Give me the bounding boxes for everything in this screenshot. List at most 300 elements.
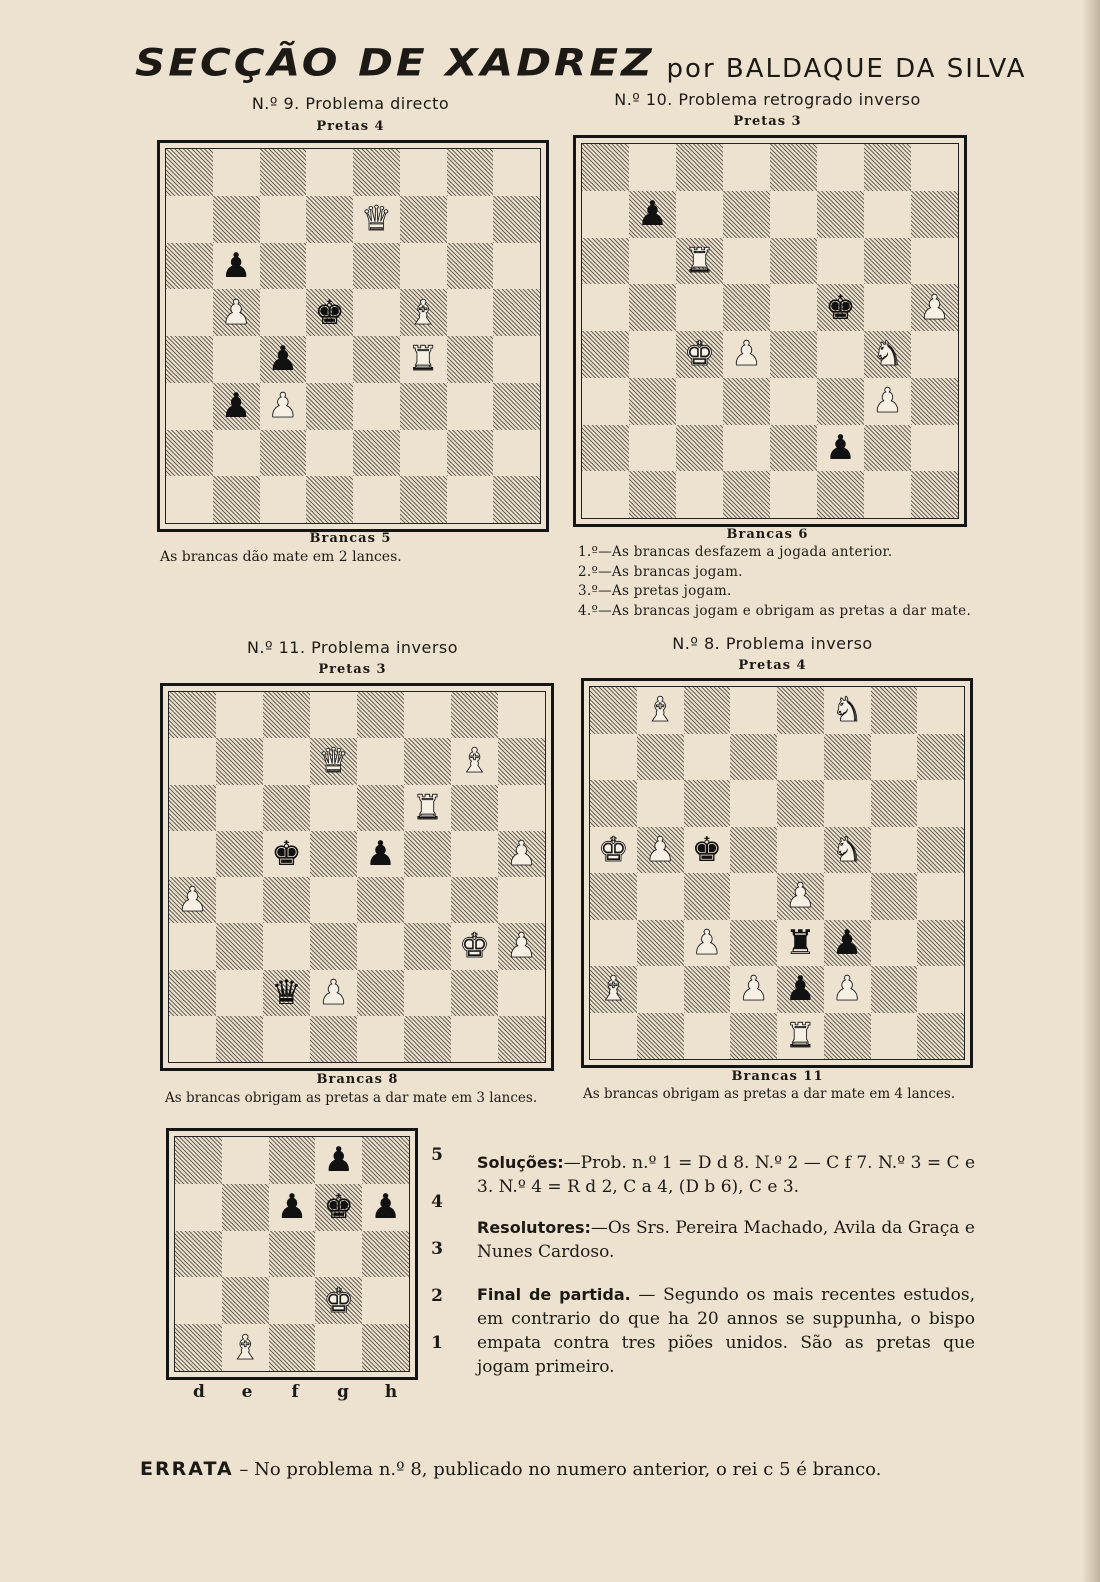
board-square — [310, 1016, 357, 1062]
board-square — [637, 966, 684, 1013]
white-pawn-icon: ♟ — [506, 926, 537, 967]
white-pawn-icon: ♟ — [644, 829, 676, 870]
board-square — [770, 238, 817, 285]
board-square — [451, 923, 498, 969]
board-square — [723, 471, 770, 518]
board-square — [637, 827, 684, 874]
board-square — [917, 827, 964, 874]
solvers-text: —Os Srs. Pereira Machado, Avila da Graça e Nunes Cardoso. — [477, 1218, 975, 1262]
board-square — [777, 920, 824, 967]
step-1: 1.º—As brancas desfazem a jogada anterior. — [578, 544, 893, 560]
file-label: h — [384, 1382, 398, 1402]
problem-10-heading: N.º 10. Problema retrogrado inverso — [614, 90, 921, 109]
board-square — [911, 238, 958, 285]
board-square — [353, 383, 400, 430]
board-square — [216, 831, 263, 877]
board-square — [447, 149, 494, 196]
black-queen-icon: ♛ — [271, 972, 302, 1013]
black-pawn-icon: ♟ — [831, 922, 863, 963]
board-square — [817, 191, 864, 238]
board-square — [493, 149, 540, 196]
black-pawn-icon: ♟ — [825, 427, 856, 468]
problem-11-white-label: Brancas 8 — [316, 1072, 399, 1087]
board-square — [684, 687, 731, 734]
board-square — [263, 1016, 310, 1062]
board-square — [590, 1013, 637, 1060]
board-square — [306, 243, 353, 290]
board-square — [169, 1016, 216, 1062]
board-square — [629, 425, 676, 472]
board-square — [582, 331, 629, 378]
board-square — [263, 923, 310, 969]
problem-11-caption: As brancas obrigam as pretas a dar mate em 3 lances. — [165, 1090, 538, 1106]
board-square — [269, 1137, 316, 1184]
board-square — [637, 920, 684, 967]
white-pawn-icon: ♟ — [318, 972, 349, 1013]
board-square — [864, 378, 911, 425]
board-square — [260, 476, 307, 523]
board-square — [447, 289, 494, 336]
board-square — [730, 687, 777, 734]
board-square — [222, 1324, 269, 1371]
board-square — [263, 785, 310, 831]
white-king-icon: ♚ — [684, 334, 715, 375]
board-square — [451, 1016, 498, 1062]
black-king-icon: ♚ — [323, 1187, 355, 1228]
board-square — [166, 476, 213, 523]
white-pawn-icon: ♟ — [831, 969, 863, 1010]
board-square — [216, 970, 263, 1016]
board-square — [353, 289, 400, 336]
board-square — [216, 923, 263, 969]
board-square — [400, 383, 447, 430]
board-square — [582, 425, 629, 472]
board-square — [306, 289, 353, 336]
problem-11-board — [160, 683, 554, 1071]
board-square — [590, 873, 637, 920]
board-square — [306, 336, 353, 383]
white-rook-icon: ♜ — [684, 240, 715, 281]
board-square — [166, 243, 213, 290]
board-square — [770, 191, 817, 238]
board-square — [582, 144, 629, 191]
board-square — [871, 734, 918, 781]
file-label: f — [291, 1382, 299, 1402]
board-square — [864, 331, 911, 378]
black-pawn-icon: ♟ — [365, 833, 396, 874]
board-square — [590, 734, 637, 781]
board-square — [498, 1016, 545, 1062]
black-king-icon: ♚ — [271, 833, 302, 874]
board-square — [213, 289, 260, 336]
board-square — [353, 149, 400, 196]
board-square — [447, 476, 494, 523]
white-pawn-icon: ♟ — [267, 386, 299, 427]
board-square — [260, 336, 307, 383]
board-square — [166, 336, 213, 383]
board-square — [357, 1016, 404, 1062]
white-pawn-icon: ♟ — [177, 880, 208, 921]
problem-8-caption: As brancas obrigam as pretas a dar mate em 4 lances. — [583, 1086, 956, 1102]
solutions-label: Soluções: — [477, 1153, 564, 1172]
board-square — [169, 785, 216, 831]
board-square — [871, 687, 918, 734]
white-queen-icon: ♛ — [361, 199, 392, 240]
board-square — [222, 1231, 269, 1278]
board-square — [817, 471, 864, 518]
white-pawn-icon: ♟ — [738, 969, 769, 1010]
board-square — [871, 920, 918, 967]
board-square — [175, 1231, 222, 1278]
board-square — [306, 430, 353, 477]
file-label: g — [337, 1382, 349, 1402]
problem-10-white-label: Brancas 6 — [726, 527, 809, 542]
board-square — [723, 331, 770, 378]
board-square — [400, 196, 447, 243]
black-pawn-icon: ♟ — [785, 969, 816, 1010]
board-square — [263, 877, 310, 923]
problem-8-heading: N.º 8. Problema inverso — [672, 634, 873, 653]
board-square — [175, 1324, 222, 1371]
board-square — [684, 920, 731, 967]
page-edge-shade — [1082, 0, 1100, 1582]
board-square — [817, 144, 864, 191]
board-square — [676, 471, 723, 518]
board-square — [676, 284, 723, 331]
ending-file-labels — [175, 1382, 415, 1402]
board-square — [263, 692, 310, 738]
board-square — [676, 425, 723, 472]
board-square — [260, 243, 307, 290]
board-square — [770, 331, 817, 378]
board-square — [917, 1013, 964, 1060]
board-square — [684, 780, 731, 827]
problem-9-black-label: Pretas 4 — [316, 119, 385, 134]
board-square — [447, 430, 494, 477]
white-rook-icon: ♜ — [412, 787, 443, 828]
board-square — [260, 196, 307, 243]
board-square — [213, 196, 260, 243]
white-pawn-icon: ♟ — [731, 334, 762, 375]
black-pawn-icon: ♟ — [323, 1140, 355, 1181]
board-square — [310, 970, 357, 1016]
board-square — [404, 877, 451, 923]
black-king-icon: ♚ — [691, 829, 723, 870]
ending-board — [166, 1128, 418, 1380]
board-square — [447, 243, 494, 290]
white-king-icon: ♚ — [598, 829, 629, 870]
board-square — [404, 1016, 451, 1062]
board-square — [770, 284, 817, 331]
solvers-label: Resolutores: — [477, 1218, 591, 1237]
step-4: 4.º—As brancas jogam e obrigam as pretas a dar mate. — [578, 602, 972, 619]
board-square — [166, 430, 213, 477]
rank-label: 1 — [431, 1333, 443, 1353]
board-square — [169, 877, 216, 923]
board-square — [357, 692, 404, 738]
white-bishop-icon: ♝ — [407, 292, 439, 333]
board-square — [353, 196, 400, 243]
board-square — [911, 425, 958, 472]
board-square — [175, 1184, 222, 1231]
board-square — [357, 970, 404, 1016]
board-square — [175, 1137, 222, 1184]
board-square — [730, 734, 777, 781]
byline: por BALDAQUE DA SILVA — [666, 54, 1027, 84]
board-square — [447, 336, 494, 383]
board-square — [310, 692, 357, 738]
board-square — [871, 780, 918, 827]
white-king-icon: ♚ — [323, 1280, 355, 1321]
board-square — [590, 687, 637, 734]
board-square — [824, 920, 871, 967]
step-3: 3.º—As pretas jogam. — [578, 583, 732, 599]
board-square — [684, 827, 731, 874]
board-square — [637, 687, 684, 734]
step-2: 2.º—As brancas jogam. — [578, 563, 743, 580]
board-square — [864, 284, 911, 331]
problem-8-white-label: Brancas 11 — [731, 1069, 824, 1084]
black-king-icon: ♚ — [825, 287, 856, 328]
black-pawn-icon: ♟ — [220, 245, 252, 286]
board-square — [169, 738, 216, 784]
board-square — [824, 687, 871, 734]
problem-10-steps — [578, 543, 971, 621]
board-square — [871, 873, 918, 920]
board-square — [357, 785, 404, 831]
black-pawn-icon: ♟ — [637, 194, 668, 235]
board-square — [730, 827, 777, 874]
board-square — [917, 920, 964, 967]
board-square — [404, 785, 451, 831]
board-square — [629, 378, 676, 425]
board-square — [917, 873, 964, 920]
board-square — [451, 692, 498, 738]
file-label: d — [193, 1382, 205, 1402]
board-square — [353, 336, 400, 383]
board-square — [629, 144, 676, 191]
board-square — [582, 378, 629, 425]
board-square — [498, 692, 545, 738]
board-square — [498, 738, 545, 784]
board-square — [824, 873, 871, 920]
white-pawn-icon: ♟ — [691, 922, 723, 963]
board-square — [216, 877, 263, 923]
board-square — [362, 1184, 409, 1231]
board-square — [310, 785, 357, 831]
board-square — [817, 238, 864, 285]
board-square — [817, 284, 864, 331]
white-bishop-icon: ♝ — [644, 690, 676, 731]
board-square — [263, 831, 310, 877]
board-square — [306, 196, 353, 243]
board-square — [864, 238, 911, 285]
board-square — [723, 378, 770, 425]
board-square — [357, 923, 404, 969]
board-square — [637, 873, 684, 920]
board-square — [269, 1277, 316, 1324]
board-square — [824, 827, 871, 874]
rank-label: 3 — [431, 1239, 443, 1259]
errata-line — [140, 1458, 881, 1480]
black-pawn-icon: ♟ — [267, 339, 299, 380]
board-square — [175, 1277, 222, 1324]
board-square — [498, 923, 545, 969]
board-square — [582, 471, 629, 518]
problem-9-caption: As brancas dão mate em 2 lances. — [160, 549, 402, 565]
board-square — [629, 331, 676, 378]
board-square — [777, 966, 824, 1013]
board-square — [315, 1277, 362, 1324]
board-square — [730, 873, 777, 920]
board-square — [269, 1231, 316, 1278]
board-square — [871, 1013, 918, 1060]
board-square — [770, 471, 817, 518]
board-square — [310, 923, 357, 969]
board-square — [684, 873, 731, 920]
white-pawn-icon: ♟ — [872, 381, 903, 422]
problem-8-black-label: Pretas 4 — [738, 658, 807, 673]
ending-rank-labels — [427, 1140, 447, 1375]
board-square — [451, 831, 498, 877]
black-king-icon: ♚ — [314, 292, 345, 333]
board-square — [498, 785, 545, 831]
board-square — [684, 1013, 731, 1060]
board-square — [730, 1013, 777, 1060]
board-square — [404, 831, 451, 877]
board-square — [817, 378, 864, 425]
board-square — [260, 289, 307, 336]
board-square — [493, 336, 540, 383]
board-square — [213, 243, 260, 290]
board-square — [451, 738, 498, 784]
board-square — [166, 196, 213, 243]
board-square — [917, 734, 964, 781]
board-square — [730, 966, 777, 1013]
board-square — [723, 425, 770, 472]
board-square — [222, 1184, 269, 1231]
board-square — [213, 149, 260, 196]
board-square — [498, 831, 545, 877]
board-square — [213, 476, 260, 523]
board-square — [590, 827, 637, 874]
white-knight-icon: ♞ — [831, 829, 863, 870]
board-square — [216, 738, 263, 784]
white-bishop-icon: ♝ — [229, 1327, 261, 1368]
board-square — [629, 238, 676, 285]
board-square — [582, 238, 629, 285]
final-label: Final de partida. — [477, 1285, 631, 1304]
board-square — [676, 378, 723, 425]
board-square — [770, 378, 817, 425]
board-square — [629, 191, 676, 238]
board-square — [777, 780, 824, 827]
board-square — [777, 734, 824, 781]
white-bishop-icon: ♝ — [459, 741, 490, 782]
board-square — [216, 692, 263, 738]
section-title: SECÇÃO DE XADREZ — [135, 40, 655, 85]
board-square — [400, 430, 447, 477]
board-square — [629, 471, 676, 518]
board-square — [817, 331, 864, 378]
white-king-icon: ♚ — [459, 926, 490, 967]
board-square — [590, 966, 637, 1013]
board-square — [911, 378, 958, 425]
board-square — [213, 336, 260, 383]
errata-text: – No problema n.º 8, publicado no numero anterior, o rei c 5 é branco. — [233, 1459, 882, 1480]
board-square — [213, 383, 260, 430]
board-square — [447, 196, 494, 243]
black-pawn-icon: ♟ — [370, 1187, 401, 1228]
board-square — [498, 970, 545, 1016]
final-text: — Segundo os mais recentes estudos, em contrario do que ha 20 annos se suppunha, o bispo empata contra tres piões unidos. São as pretas que jogam primeiro. — [477, 1285, 975, 1377]
board-square — [169, 831, 216, 877]
solvers-paragraph — [477, 1216, 975, 1264]
board-square — [871, 966, 918, 1013]
board-square — [871, 827, 918, 874]
white-queen-icon: ♛ — [318, 741, 349, 782]
board-square — [824, 966, 871, 1013]
board-square — [357, 831, 404, 877]
board-square — [911, 144, 958, 191]
board-square — [362, 1231, 409, 1278]
board-square — [404, 692, 451, 738]
board-square — [676, 238, 723, 285]
board-square — [315, 1137, 362, 1184]
board-square — [498, 877, 545, 923]
board-square — [169, 970, 216, 1016]
board-square — [864, 144, 911, 191]
board-square — [216, 785, 263, 831]
white-pawn-icon: ♟ — [785, 876, 816, 917]
board-square — [222, 1137, 269, 1184]
board-square — [770, 144, 817, 191]
problem-11-black-label: Pretas 3 — [318, 662, 387, 677]
board-square — [493, 430, 540, 477]
board-square — [353, 476, 400, 523]
board-square — [723, 191, 770, 238]
board-square — [493, 476, 540, 523]
black-rook-icon: ♜ — [785, 922, 816, 963]
board-square — [676, 331, 723, 378]
board-square — [730, 920, 777, 967]
board-square — [404, 923, 451, 969]
board-square — [213, 430, 260, 477]
board-square — [817, 425, 864, 472]
board-square — [637, 1013, 684, 1060]
board-square — [637, 734, 684, 781]
board-square — [306, 149, 353, 196]
board-square — [260, 149, 307, 196]
white-knight-icon: ♞ — [831, 690, 863, 731]
board-square — [400, 336, 447, 383]
board-square — [777, 873, 824, 920]
board-square — [400, 243, 447, 290]
board-square — [357, 738, 404, 784]
board-square — [404, 738, 451, 784]
board-square — [166, 289, 213, 336]
board-square — [493, 243, 540, 290]
board-square — [169, 692, 216, 738]
board-square — [824, 1013, 871, 1060]
board-square — [451, 785, 498, 831]
board-square — [582, 191, 629, 238]
board-square — [911, 331, 958, 378]
white-knight-icon: ♞ — [872, 334, 903, 375]
problem-10-black-label: Pretas 3 — [733, 114, 802, 129]
problem-9-white-label: Brancas 5 — [309, 531, 392, 546]
problem-8-board — [581, 678, 973, 1068]
